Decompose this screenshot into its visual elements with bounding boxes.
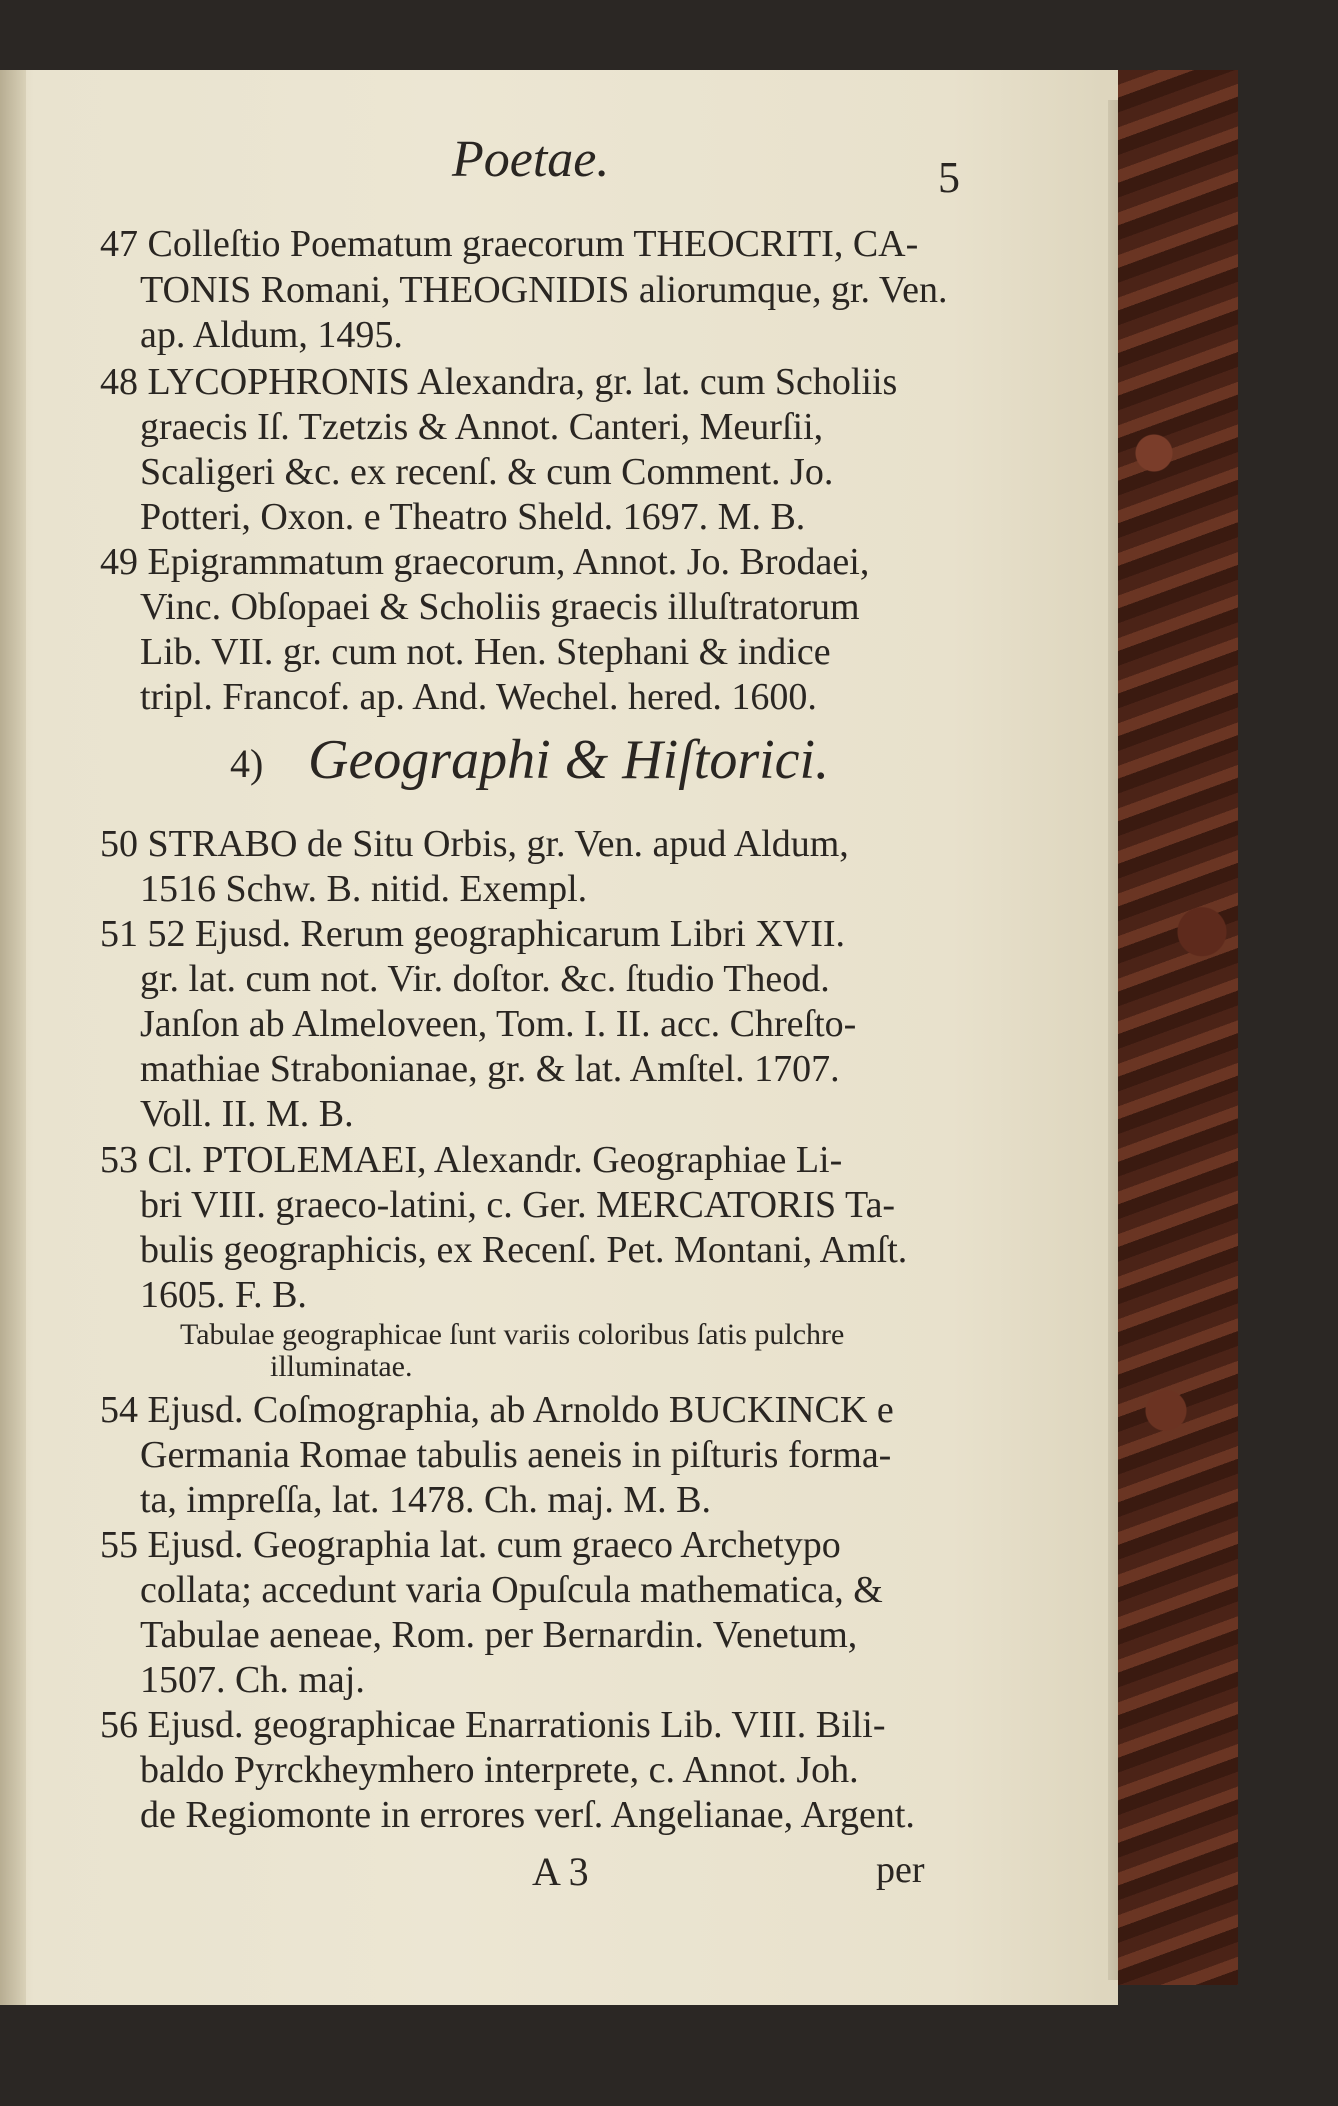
section-title: Geographi & Hiſtorici. <box>308 729 830 791</box>
text-line: 47 Colleſtio Poematum graecorum THEOCRITI, CA- <box>100 223 919 265</box>
section-number: 4) <box>230 741 264 786</box>
text-line: baldo Pyrckheymhero interprete, c. Annot. Joh. <box>140 1749 859 1791</box>
text-line: Lib. VII. gr. cum not. Hen. Stephani & indice <box>140 631 831 673</box>
text-line: Vinc. Obſopaei & Scholiis graecis illuſtratorum <box>140 586 860 628</box>
text-line: Tabulae aeneae, Rom. per Bernardin. Venetum, <box>140 1614 858 1656</box>
text-line: 49 Epigrammatum graecorum, Annot. Jo. Brodaei, <box>100 541 870 583</box>
text-line: Voll. II. M. B. <box>140 1093 354 1135</box>
text-line: 1516 Schw. B. nitid. Exempl. <box>140 868 588 910</box>
text-line: 55 Ejusd. Geographia lat. cum graeco Archetypo <box>100 1524 841 1566</box>
text-line: Potteri, Oxon. e Theatro Sheld. 1697. M. B. <box>140 496 806 538</box>
text-line: 50 STRABO de Situ Orbis, gr. Ven. apud Aldum, <box>100 823 849 865</box>
text-line: 54 Ejusd. Coſmographia, ab Arnoldo BUCKINCK e <box>100 1389 894 1431</box>
text-line: TONIS Romani, THEOGNIDIS aliorumque, gr. Ven. <box>140 269 948 311</box>
text-line: 51 52 Ejusd. Rerum geographicarum Libri XVII. <box>100 913 846 955</box>
note-line: illuminatae. <box>270 1350 413 1383</box>
text-line: 1605. F. B. <box>140 1274 307 1316</box>
text-line: ap. Aldum, 1495. <box>140 314 403 356</box>
text-line: gr. lat. cum not. Vir. doſtor. &c. ſtudio Theod. <box>140 958 830 1000</box>
text-line: bulis geographicis, ex Recenſ. Pet. Montani, Amſt. <box>140 1229 908 1271</box>
text-line: ta, impreſſa, lat. 1478. Ch. maj. M. B. <box>140 1479 711 1521</box>
note-line: Tabulae geographicae ſunt variis coloribus ſatis pulchre <box>180 1318 845 1351</box>
text-line: Janſon ab Almeloveen, Tom. I. II. acc. Chreſto- <box>140 1003 857 1045</box>
text-line: 48 LYCOPHRONIS Alexandra, gr. lat. cum Scholiis <box>100 361 898 403</box>
page-gutter <box>0 70 26 2005</box>
page-number: 5 <box>938 153 960 202</box>
catchword: per <box>876 1849 925 1891</box>
text-line: Germania Romae tabulis aeneis in piſturis forma- <box>140 1434 892 1476</box>
text-line: 1507. Ch. maj. <box>140 1659 365 1701</box>
text-line: de Regiomonte in errores verſ. Angelianae, Argent. <box>140 1794 915 1836</box>
text-line: graecis Iſ. Tzetzis & Annot. Canteri, Meurſii, <box>140 406 824 448</box>
marbled-cover <box>1118 70 1238 1985</box>
running-head-title: Poetae. <box>452 131 610 188</box>
signature-mark: A 3 <box>532 1849 589 1894</box>
text-line: collata; accedunt varia Opuſcula mathematica, & <box>140 1569 883 1611</box>
text-line: 56 Ejusd. geographicae Enarrationis Lib. VIII. Bili- <box>100 1704 886 1746</box>
text-line: tripl. Francof. ap. And. Wechel. hered. 1600. <box>140 676 817 718</box>
text-line: 53 Cl. PTOLEMAEI, Alexandr. Geographiae Li- <box>100 1139 843 1181</box>
text-line: mathiae Strabonianae, gr. & lat. Amſtel. 1707. <box>140 1048 840 1090</box>
text-line: Scaligeri &c. ex recenſ. & cum Comment. Jo. <box>140 451 834 493</box>
text-line: bri VIII. graeco-latini, c. Ger. MERCATORIS Ta- <box>140 1184 896 1226</box>
